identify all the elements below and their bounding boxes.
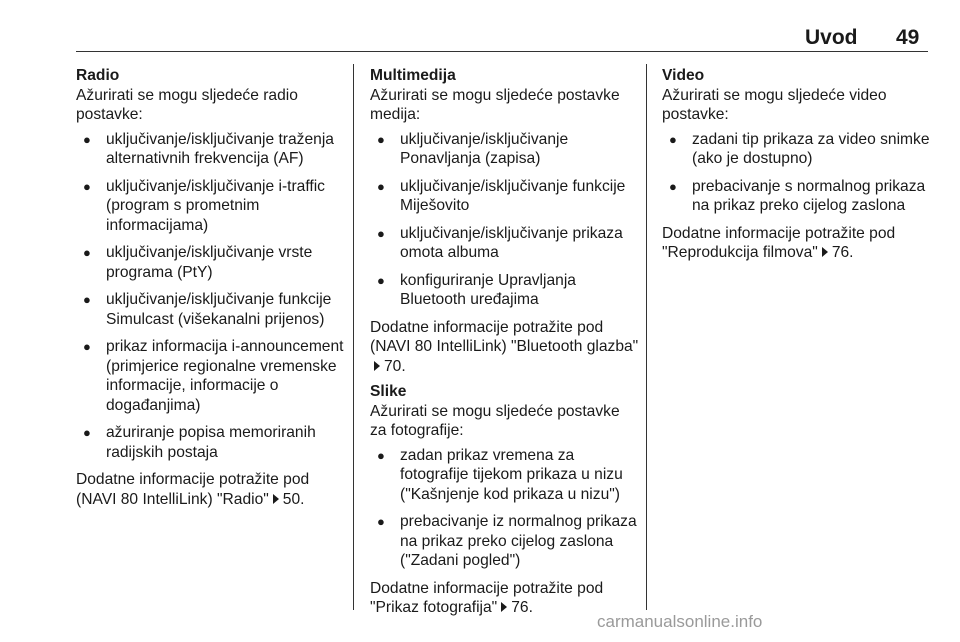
- section-intro: Ažurirati se mogu sljedeće postavke medija:: [370, 86, 620, 123]
- list-item: [662, 130, 932, 169]
- list-item-text: uključivanje/isključivanje vrste programa (PtY): [106, 244, 313, 281]
- bullet-icon: ●: [377, 447, 385, 463]
- page-ref-arrow-icon: [273, 494, 279, 504]
- bullet-icon: ●: [83, 339, 91, 354]
- bullet-icon: ●: [83, 131, 91, 147]
- section-intro: Ažurirati se mogu sljedeće radio postavke:: [76, 86, 298, 123]
- settings-list: [662, 130, 932, 216]
- settings-list: [370, 130, 640, 310]
- bullet-icon: ●: [377, 131, 385, 147]
- list-item-text: zadan prikaz vremena za fotografije tijekom prikaza u nizu ("Kašnjenje kod prikaza u nizu"): [400, 446, 623, 503]
- more-info-text: Dodatne informacije potražite pod "Reprodukcija filmova": [662, 224, 896, 261]
- page-ref-link[interactable]: 76.: [511, 599, 533, 616]
- more-info-text: Dodatne informacije potražite pod (NAVI 80 IntelliLink) "Radio": [76, 471, 310, 508]
- page-number: 49: [896, 26, 920, 49]
- list-item: [76, 243, 346, 282]
- page-ref-link[interactable]: 76.: [831, 244, 854, 261]
- section-radio: [76, 66, 346, 509]
- list-item-text: konfiguriranje Upravljanja Bluetooth uređajima: [400, 271, 576, 308]
- list-item: [76, 423, 346, 462]
- column-divider: [353, 64, 354, 610]
- list-item-text: uključivanje/isključivanje funkcije Simulcast (višekanalni prijenos): [106, 291, 332, 328]
- bullet-icon: ●: [83, 292, 91, 307]
- list-item: [370, 224, 640, 263]
- section-intro: Ažurirati se mogu sljedeće postavke za fotografije:: [370, 402, 620, 439]
- list-item: [76, 337, 346, 415]
- column-divider: [646, 64, 647, 610]
- column-radio: [76, 66, 346, 515]
- list-item-text: prikaz informacija i-announcement (primjerice regionalne vremenske informacije, informacije o događanjima): [106, 338, 344, 414]
- list-item-text: prebacivanje iz normalnog prikaza na prikaz preko cijelog zaslona ("Zadani pogled"): [400, 513, 637, 569]
- bullet-icon: ●: [83, 425, 91, 440]
- list-item: [76, 290, 346, 329]
- section-intro: Ažurirati se mogu sljedeće video postavke:: [662, 86, 887, 123]
- column-video: [662, 66, 932, 269]
- section-heading: Radio: [76, 67, 120, 84]
- more-info-text: Dodatne informacije potražite pod (NAVI 80 IntelliLink) "Bluetooth glazba": [370, 318, 639, 355]
- list-item-text: prebacivanje s normalnog prikaza na prikaz preko cijelog zaslona: [692, 177, 926, 214]
- settings-list: [370, 446, 640, 571]
- bullet-icon: ●: [377, 272, 385, 288]
- section-multimedija: [370, 66, 640, 376]
- bullet-icon: ●: [669, 178, 677, 194]
- bullet-icon: ●: [377, 225, 385, 241]
- page-ref-link[interactable]: 70.: [384, 357, 406, 375]
- list-item-text: uključivanje/isključivanje prikaza omota albuma: [400, 224, 623, 261]
- bullet-icon: ●: [377, 178, 385, 194]
- list-item-text: uključivanje/isključivanje traženja alternativnih frekvencija (AF): [106, 130, 334, 167]
- column-multimedia: [370, 66, 640, 624]
- bullet-icon: ●: [669, 131, 677, 147]
- section-heading: Slike: [370, 383, 407, 400]
- section-heading: Video: [662, 67, 705, 84]
- page-header: [0, 26, 960, 52]
- page-ref-link[interactable]: 50.: [282, 490, 305, 508]
- list-item: [370, 512, 640, 571]
- watermark: carmanualsonline.info: [597, 612, 763, 631]
- list-item-text: uključivanje/isključivanje Ponavljanja (zapisa): [400, 130, 569, 167]
- header-rule: [76, 51, 928, 52]
- list-item: [76, 130, 346, 169]
- list-item: [76, 177, 346, 236]
- more-info-text: Dodatne informacije potražite pod "Prikaz fotografija": [370, 579, 604, 616]
- page-ref-arrow-icon: [374, 361, 380, 371]
- bullet-icon: ●: [83, 245, 91, 260]
- bullet-icon: ●: [377, 514, 385, 529]
- more-info: [662, 224, 932, 263]
- list-item-text: uključivanje/isključivanje funkcije Miješovito: [400, 177, 626, 214]
- more-info: [76, 470, 346, 509]
- bullet-icon: ●: [83, 178, 91, 194]
- page-title: Uvod: [805, 26, 858, 49]
- settings-list: [76, 130, 346, 463]
- section-slike: [370, 382, 640, 618]
- list-item: [370, 177, 640, 216]
- list-item-text: zadani tip prikaza za video snimke (ako je dostupno): [692, 130, 930, 167]
- list-item-text: uključivanje/isključivanje i-traffic (program s prometnim informacijama): [106, 177, 325, 234]
- list-item: [370, 446, 640, 505]
- list-item-text: ažuriranje popisa memoriranih radijskih postaja: [106, 424, 316, 461]
- more-info: [370, 318, 640, 377]
- list-item: [662, 177, 932, 216]
- list-item: [370, 130, 640, 169]
- page-ref-arrow-icon: [822, 247, 828, 257]
- section-heading: Multimedija: [370, 67, 456, 84]
- section-video: [662, 66, 932, 263]
- page-ref-arrow-icon: [501, 602, 507, 612]
- list-item: [370, 271, 640, 310]
